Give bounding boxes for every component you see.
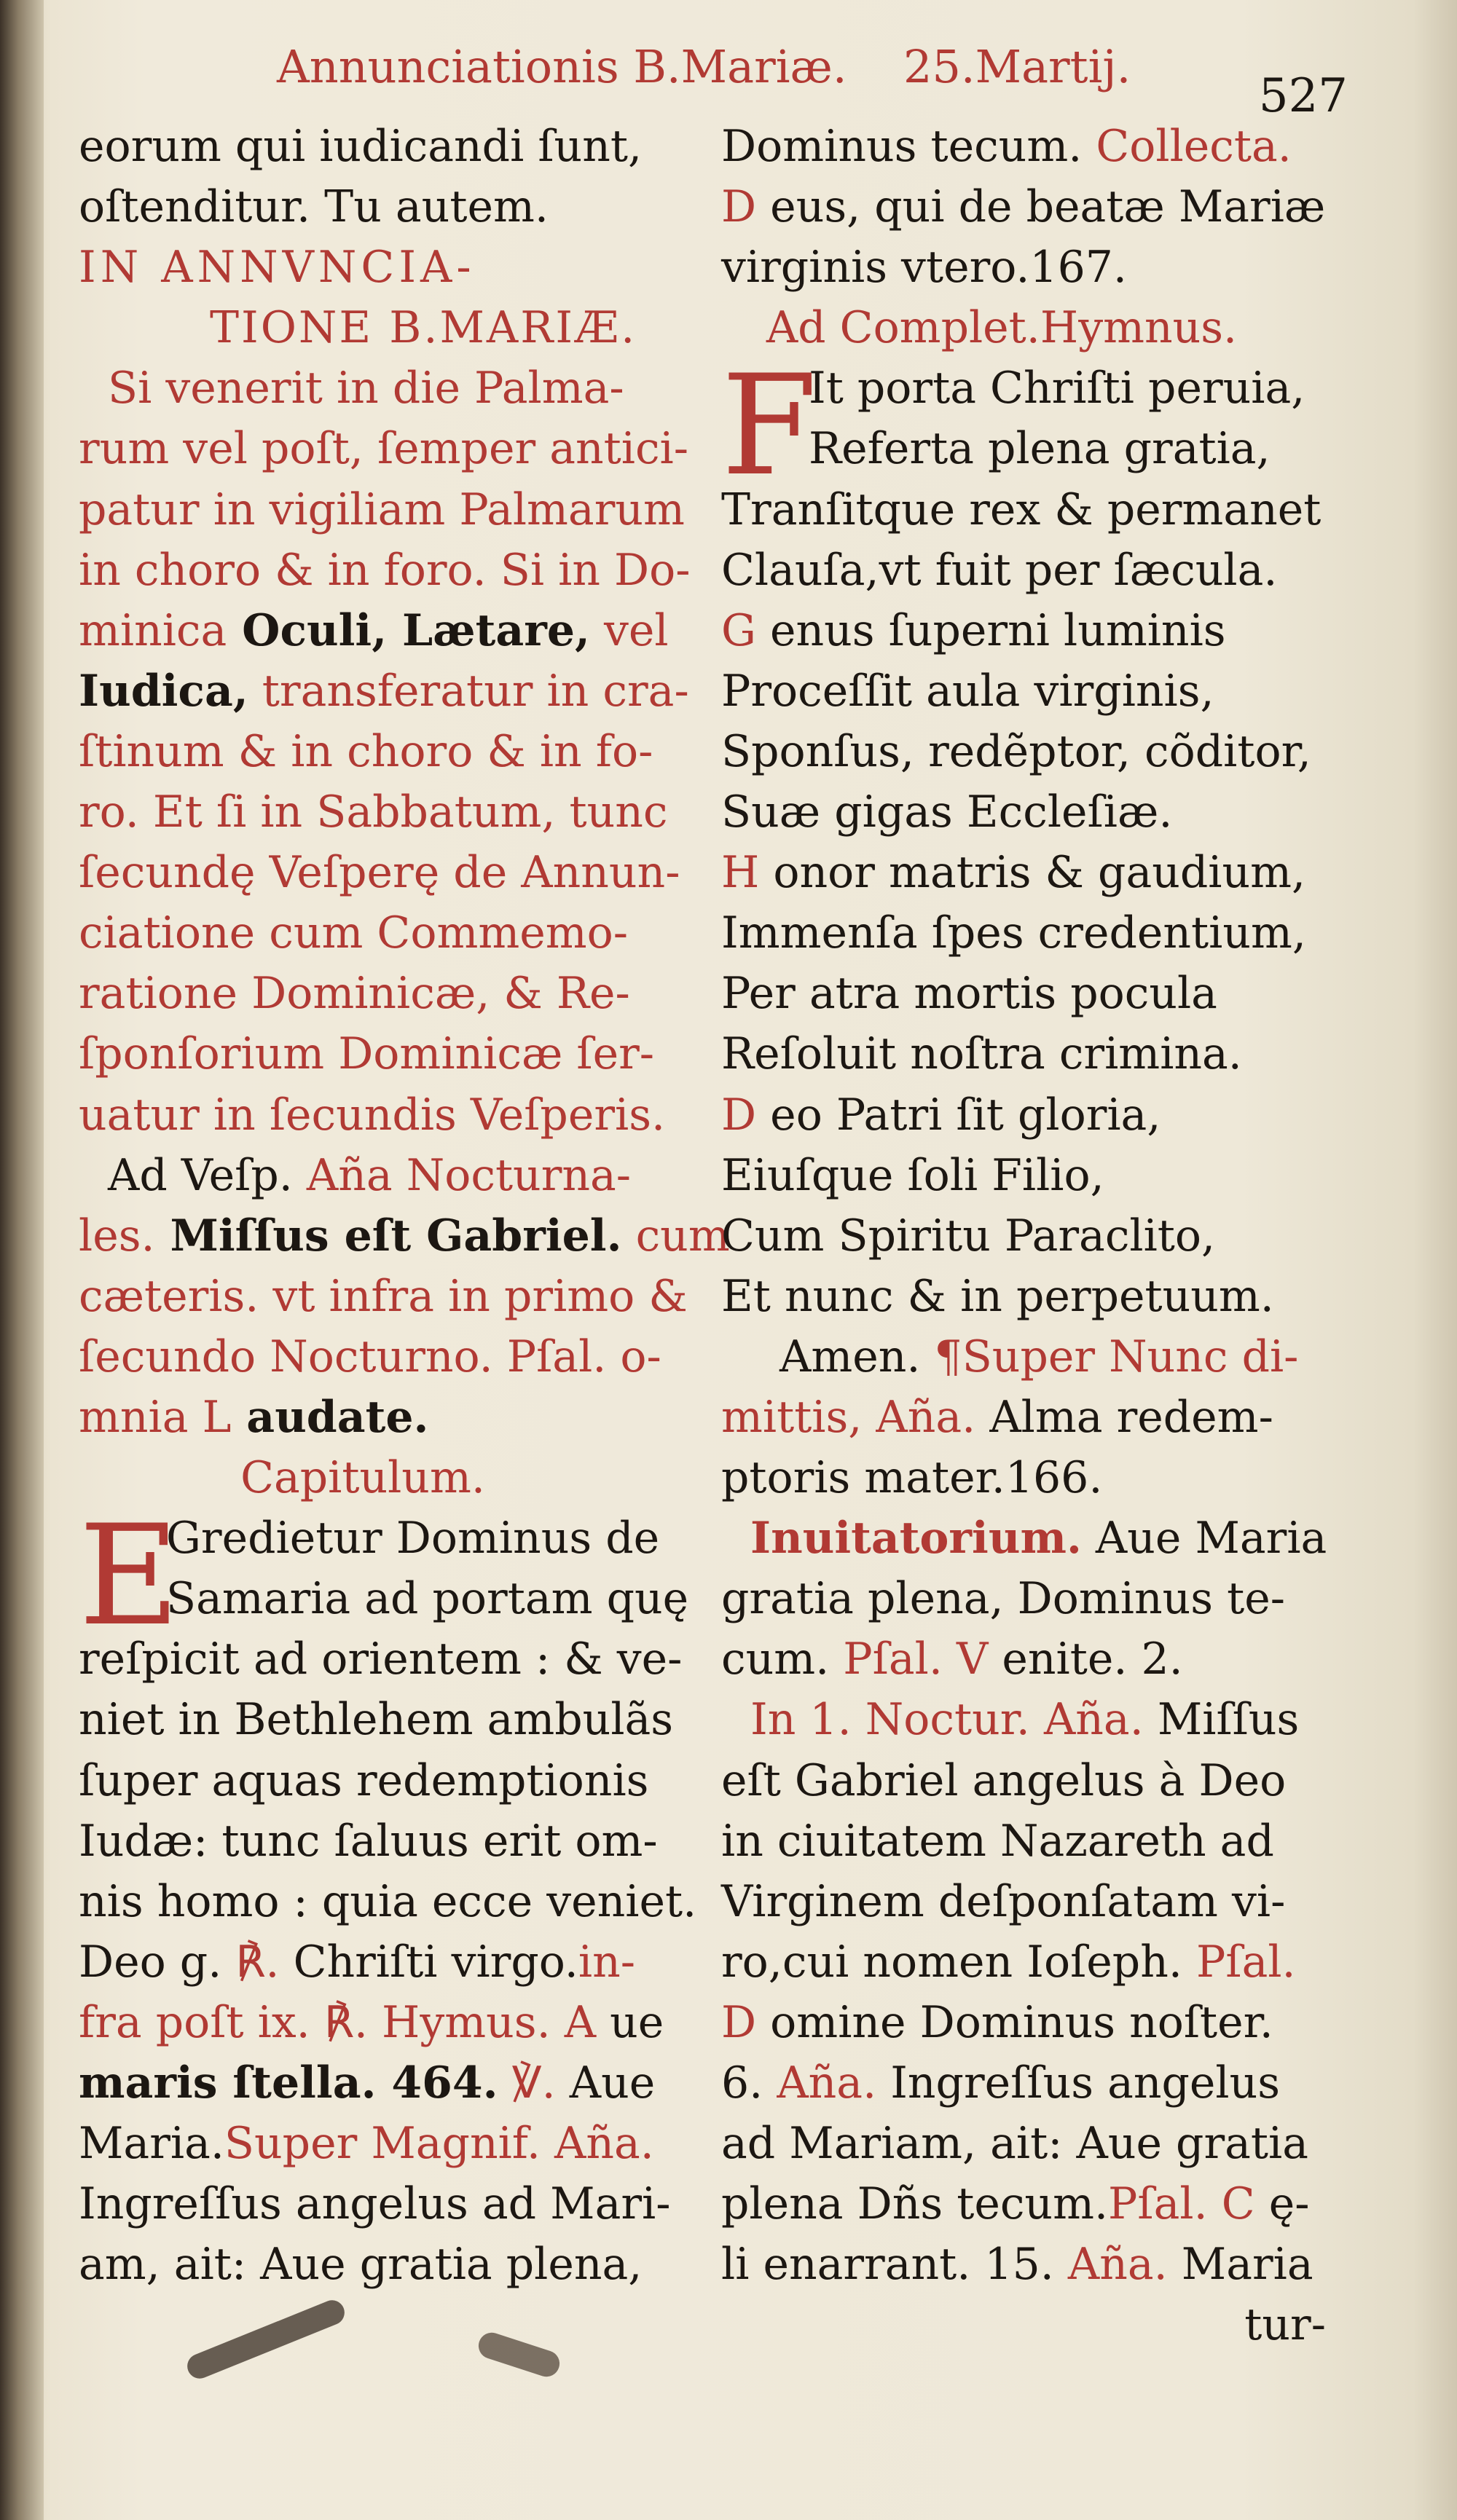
- right-column: [721, 117, 1340, 2355]
- response-symbol: ℟.: [221, 1936, 294, 1988]
- rubric-text: les.: [79, 1210, 155, 1261]
- rubric-line: uatur in ſecundis Veſperis.: [79, 1089, 666, 1141]
- text-line: [721, 1387, 1340, 1448]
- text: Ad Veſp.: [108, 1149, 307, 1201]
- text: Alma redem-: [975, 1391, 1273, 1443]
- hymn-line: Tranſitque rex & permanet: [721, 484, 1321, 535]
- initial-letter: D: [721, 1996, 757, 2048]
- text-line: Virginem deſponſatam vi-: [721, 1875, 1286, 1927]
- rubric-text: Hymus. A: [382, 1996, 597, 2048]
- rubric-line: ſtinum & in choro & in fo-: [79, 725, 653, 777]
- text: Iudica,: [79, 665, 248, 717]
- text-line: in ciuitatem Nazareth ad: [721, 1815, 1274, 1867]
- rubric-text: Pſal. C: [1108, 2178, 1255, 2230]
- header-date: 25.Martij.: [903, 40, 1131, 93]
- versicle-symbol: ℣.: [498, 2058, 570, 2108]
- text: enite. 2.: [988, 1634, 1183, 1685]
- text-line: niet in Bethlehem ambulãs: [79, 1694, 674, 1746]
- rubric-text: vel: [589, 605, 669, 656]
- rubric-text: transferatur in cra-: [248, 665, 689, 717]
- rubric-text: Collecta.: [1082, 121, 1292, 172]
- rubric-line: ro. Et ſi in Sabbatum, tunc: [79, 787, 668, 838]
- text-line: am, ait: Aue gratia plena,: [79, 2239, 643, 2291]
- running-header: [277, 40, 1370, 120]
- rubric-text: mnia L: [79, 1391, 232, 1443]
- text-line: Samaria ad portam quę: [166, 1573, 689, 1625]
- text: Chriſti virgo.: [293, 1936, 578, 1988]
- text: Ingreſſus angelus: [876, 2058, 1281, 2108]
- text: Deo g.: [79, 1936, 222, 1988]
- response-symbol: ℟.: [310, 1996, 382, 2048]
- hymn-line: Suæ gigas Eccleſiæ.: [721, 787, 1173, 838]
- rubric-text: Aña.: [1053, 2239, 1168, 2291]
- header-feast: Annunciationis B.Mariæ.: [277, 40, 847, 93]
- text: enus ſuperni luminis: [755, 605, 1226, 656]
- ink-stain: [475, 2329, 562, 2380]
- text: Miſſus: [1143, 1694, 1300, 1746]
- text-line: [721, 2053, 1340, 2114]
- hymn-line: Per atra mortis pocula: [721, 968, 1217, 1020]
- text-line: [721, 1690, 1340, 1750]
- text: maris ſtella. 464.: [79, 2058, 498, 2108]
- rubric-text: Aña Nocturna-: [306, 1149, 632, 1201]
- text-line: [721, 2234, 1340, 2295]
- rubric-line: ſecundo Nocturno. Pſal. o-: [79, 1331, 661, 1382]
- text-line: [721, 1508, 1340, 1569]
- hymn-line: Reſoluit noſtra crimina.: [721, 1028, 1242, 1080]
- hymn-block: [721, 345, 1340, 507]
- text-line: Ingreſſus angelus ad Mari-: [79, 2178, 671, 2230]
- text-line: [79, 2114, 705, 2174]
- text: li enarrant. 15.: [721, 2239, 1054, 2291]
- text-line: [79, 1932, 705, 1993]
- rubric-line: in choro & in foro. Si in Do-: [79, 544, 691, 596]
- rubric-text: fra poſt ix.: [79, 1996, 310, 2048]
- text: Aue Maria: [1081, 1513, 1327, 1564]
- text-line: ſuper aquas redemptionis: [79, 1755, 649, 1806]
- hymn-line: Et nunc & in perpetuum.: [721, 1270, 1274, 1322]
- initial-letter: H: [721, 847, 760, 899]
- hymn-line: Proceſſit aula virginis,: [721, 665, 1214, 717]
- text-line: [721, 2174, 1340, 2234]
- text-line: [721, 1932, 1340, 1993]
- initial-letter: G: [721, 605, 756, 656]
- rubric-line: patur in vigiliam Palmarum: [79, 484, 685, 535]
- rubric-line: ciatione cum Commemo-: [79, 907, 629, 959]
- text-line: [721, 117, 1340, 177]
- initial-letter: D: [721, 1089, 757, 1141]
- text: audate.: [231, 1391, 429, 1443]
- page-number: 527: [1258, 69, 1348, 123]
- hymn-line: It porta Chriſti peruia,: [809, 363, 1305, 414]
- rubric-text: In 1. Noctur. Aña.: [750, 1694, 1144, 1746]
- rubric-line: ſponſorium Dominicæ ſer-: [79, 1028, 655, 1080]
- text-line: nis homo : quia ecce veniet.: [79, 1875, 697, 1927]
- text: Amen.: [779, 1331, 935, 1382]
- text: Maria.: [79, 2118, 224, 2170]
- text-line: [79, 1146, 705, 1206]
- hymn-line: Eiuſque ſoli Filio,: [721, 1149, 1104, 1201]
- text: Oculi, Lætare,: [227, 605, 590, 656]
- text-line: virginis vtero.167.: [721, 242, 1127, 294]
- text-line: reſpicit ad orientem : & ve-: [79, 1634, 683, 1685]
- rubric-text: minica: [79, 605, 227, 656]
- rubric-text: ¶Super Nunc di-: [934, 1331, 1299, 1382]
- text: plena Dñs tecum.: [721, 2178, 1109, 2230]
- rubric-line: cæteris. vt infra in primo &: [79, 1270, 688, 1322]
- left-column: [79, 117, 730, 2295]
- capitulum-block: [79, 1495, 705, 1657]
- text-line: ptoris mater.166.: [721, 1452, 1103, 1504]
- text-line: [721, 1629, 1340, 1690]
- text: omine Dominus noſter.: [756, 1996, 1273, 2048]
- capitulum-heading: Capitulum.: [240, 1452, 485, 1504]
- rubric-text: Pſal.: [1182, 1936, 1296, 1988]
- rubric-line: [79, 661, 705, 722]
- rubric-text: Aña.: [763, 2058, 877, 2108]
- text-line: eorum qui iudicandi ſunt,: [79, 121, 643, 172]
- rubric-line: ratione Dominicæ, & Re-: [79, 968, 630, 1020]
- text-line: [79, 1993, 705, 2053]
- hymn-line: Clauſa,vt fuit per ſæcula.: [721, 544, 1278, 596]
- text: Maria: [1167, 2239, 1313, 2291]
- text-line: [721, 1993, 1340, 2053]
- rubric-line: Si venerit in die Palma-: [108, 363, 624, 414]
- text: Aue: [569, 2058, 656, 2108]
- hymn-line: Immenſa ſpes credentium,: [721, 907, 1306, 959]
- text: ę-: [1254, 2178, 1310, 2230]
- rubric-text: cum: [621, 1210, 730, 1261]
- rubric-text: mittis, Aña.: [721, 1391, 976, 1443]
- text-line: [721, 1327, 1340, 1387]
- text-line: Iudæ: tunc ſaluus erit om-: [79, 1815, 658, 1867]
- hymn-line: Referta plena gratia,: [809, 423, 1271, 475]
- hymn-line: [721, 843, 1340, 903]
- text-line: gratia plena, Dominus te-: [721, 1573, 1286, 1625]
- hymn-line: Sponſus, redẽptor, cõditor,: [721, 725, 1311, 777]
- text: Miſſus eſt Gabriel.: [154, 1210, 622, 1261]
- text: 6.: [721, 2058, 763, 2108]
- drop-cap: E: [79, 1495, 180, 1657]
- catchword: tur-: [1244, 2299, 1326, 2351]
- section-title: IN ANNVNCIA-: [79, 242, 476, 294]
- rubric-text: Pſal. V: [829, 1634, 989, 1685]
- text-line: Gredietur Dominus de: [166, 1513, 660, 1564]
- rubric-text: Inuitatorium.: [750, 1513, 1082, 1564]
- text: eus, qui de beatæ Mariæ: [756, 181, 1326, 233]
- text-line: [79, 2053, 705, 2114]
- hymn-line: [721, 601, 1340, 661]
- text: ro,cui nomen Ioſeph.: [721, 1936, 1182, 1988]
- hymn-line: Cum Spiritu Paraclito,: [721, 1210, 1216, 1261]
- text: onor matris & gaudium,: [759, 847, 1306, 899]
- text: ue: [596, 1996, 664, 2048]
- initial-letter: D: [721, 181, 757, 233]
- text: cum.: [721, 1634, 830, 1685]
- hymn-line: [721, 1085, 1340, 1146]
- text: eo Patri ſit gloria,: [756, 1089, 1161, 1141]
- section-title-cont: TIONE B.MARIÆ.: [210, 302, 637, 354]
- rubric-line: rum vel poſt, ſemper antici-: [79, 423, 689, 475]
- rubric-line: ſecundę Veſperę de Annun-: [79, 847, 680, 899]
- ink-stain: [184, 2296, 348, 2382]
- text-line: [79, 1206, 730, 1267]
- rubric-text: in-: [578, 1936, 635, 1988]
- rubric-line: [79, 601, 705, 661]
- binding-gutter: [0, 0, 44, 2520]
- text-line: [721, 177, 1340, 237]
- text: Dominus tecum.: [721, 121, 1083, 172]
- text-line: oſtenditur. Tu autem.: [79, 181, 549, 233]
- hymn-heading: Ad Complet.Hymnus.: [766, 302, 1238, 354]
- text-line: eſt Gabriel angelus à Deo: [721, 1755, 1287, 1806]
- text-line: ad Mariam, ait: Aue gratia: [721, 2118, 1308, 2170]
- drop-cap: F: [721, 345, 817, 507]
- text-line: [79, 1387, 705, 1448]
- rubric-text: Super Magnif. Aña.: [224, 2118, 654, 2170]
